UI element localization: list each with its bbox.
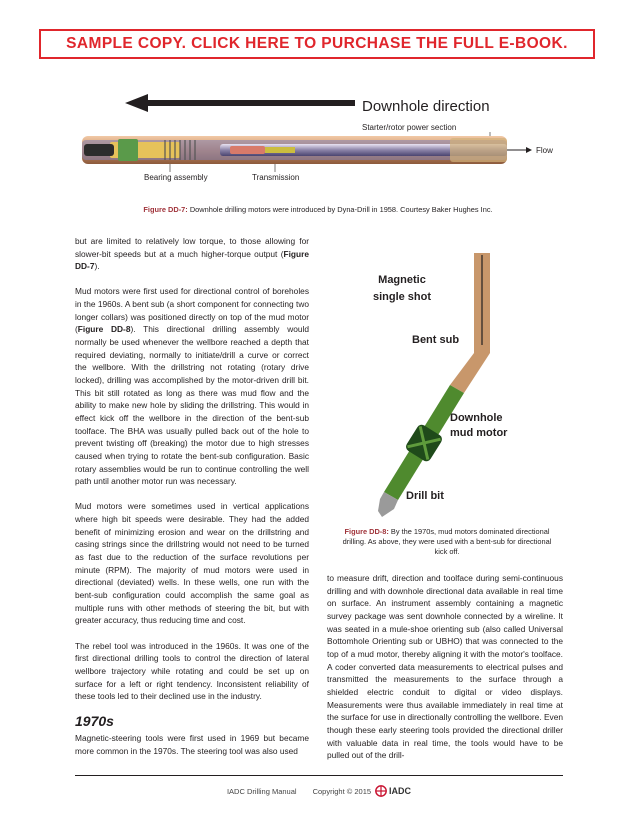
iadc-logo-text: IADC	[389, 786, 412, 796]
figure-dd8-caption-text: By the 1970s, mud motors dominated directional drilling. As above, they were used with a bent-sub for directional kick off.	[342, 527, 552, 556]
footer-divider	[75, 775, 563, 776]
downhole-mud-motor-label-1: Downhole	[450, 412, 503, 424]
bearing-assembly-label: Bearing assembly	[144, 173, 208, 182]
figure-reference: Figure DD-7	[75, 248, 309, 272]
magnetic-single-shot-label-2: single shot	[372, 291, 432, 303]
text: but are limited to relatively low torque, to those allowing for slower-bit speeds but at a much higher-torque output (	[75, 236, 309, 259]
coil-spring	[165, 140, 195, 160]
left-column	[75, 235, 309, 770]
figure-dd7-motor-diagram	[70, 84, 570, 194]
drill-bit-label: Drill bit	[406, 490, 444, 502]
figure-dd7-caption-label: Figure DD-7:	[143, 205, 188, 214]
iadc-logo-icon	[375, 785, 387, 797]
transmission-label: Transmission	[252, 173, 300, 182]
page-footer	[0, 785, 638, 797]
purchase-banner-link[interactable]: SAMPLE COPY. CLICK HERE TO PURCHASE THE FULL E-BOOK.	[39, 29, 595, 59]
downhole-arrow	[125, 94, 355, 112]
figure-reference: Figure DD-8	[77, 324, 131, 335]
figure-dd7-caption-text: Downhole drilling motors were introduced by Dyna-Drill in 1958. Courtesy Baker Hughes Inc.	[187, 205, 493, 214]
paragraph	[75, 285, 309, 488]
bent-sub-label: Bent sub	[412, 334, 460, 346]
paragraph: The rebel tool was introduced in the 1960s. It was one of the first directional drilling tools to control the direction of lateral wellbore trajectory while rotating and could be set up on surface for a left or right tendency. Inconsistent reliability of these tools led to their declined use in the industry.	[75, 640, 309, 702]
downhole-mud-motor-label-2: mud motor	[450, 427, 508, 439]
magnetic-single-shot-pipe	[474, 253, 490, 348]
footer-manual-title: IADC Drilling Manual	[226, 786, 297, 796]
bent-sub	[450, 348, 490, 393]
figure-dd8-bha-diagram	[360, 253, 530, 523]
text: ). This directional drilling assembly would normally be used whenever the wellbore reached a depth that required deviating, normally to initiate/drill a curve or correct the wellbore. With the drillstring not rotating (rotary drive locked), drilling was accomplished by the motor-driven drill bit. This bit still rotated as long as there was mud flow and the ability to make new hole by sliding the drillstring. This would in effect kick off the wellbore in the direction of the bent-sub toolface. The BHA was usually pulled back out of the hole to prevent twisting off (breaking) the motor due to high stresses caused when trying to rotate the bent-sub configuration. Basic rotary assemblies would be run to continue controlling the well path until another motor run was necessary.	[75, 324, 309, 487]
footer-copyright: Copyright © 2015	[312, 786, 372, 796]
power-section-label: Starter/rotor power section	[362, 123, 457, 132]
flow-label: Flow	[536, 146, 553, 155]
magnetic-single-shot-label-1: Magnetic	[378, 274, 426, 286]
right-column	[327, 572, 563, 774]
figure-dd7-caption	[40, 205, 596, 214]
paragraph	[75, 235, 309, 273]
paragraph: Mud motors were sometimes used in vertical applications where high bit speeds were desirable. They had the added benefit of minimizing erosion and wear on the drillstring and casing strings since the drillstring would not need to be turned as fast due to the reduction of the surface revolutions per minute (RPM). The majority of mud motors were used in directional (deviated) wells. In these wells, one run with the bent-sub configuration could accomplish the same goal as multiple runs with other methods of steering the bit, but with greater accuracy, thus reducing time and cost.	[75, 501, 309, 626]
figure-dd8-caption	[340, 527, 554, 557]
text: ).	[94, 261, 100, 272]
text: Mud motors were first used for directional control of boreholes in the 1960s. A bent sub (a short component for connecting two longer collars) was positioned directly on top of the mud motor (	[75, 286, 309, 335]
paragraph: Magnetic-steering tools were first used in 1969 but became more common in the 1970s. The steering tool was also used	[75, 733, 309, 756]
iadc-logo	[375, 785, 411, 797]
section-heading-1970s: 1970s	[75, 713, 114, 730]
figure-dd8-caption-label: Figure DD-8:	[344, 527, 389, 536]
paragraph: to measure drift, direction and toolface during semi-continuous drilling and with downhole directional data available in real time on surface. An instrument assembly containing a magnetic survey package was sent downhole connected by a wireline. It was seated in a mule-shoe orienting sub (also called Universal Bottomhole Orienting sub or UBHO) that was connected to the top of a mud motor, thereby aligning it with the motor's toolface. A coder converted data measurements to electrical pulses and transmitted the measurements to the surface through a shielded electric conduit to digital or video displays. Measurements were thus available immediately in real time at the surface for use in directionally controlling the wellbore. Even though these early steering tools provided the directional driller with valuable data in real time, the tools would have to be pulled out of the drill-	[327, 573, 563, 761]
downhole-direction-label: Downhole direction	[362, 98, 490, 115]
